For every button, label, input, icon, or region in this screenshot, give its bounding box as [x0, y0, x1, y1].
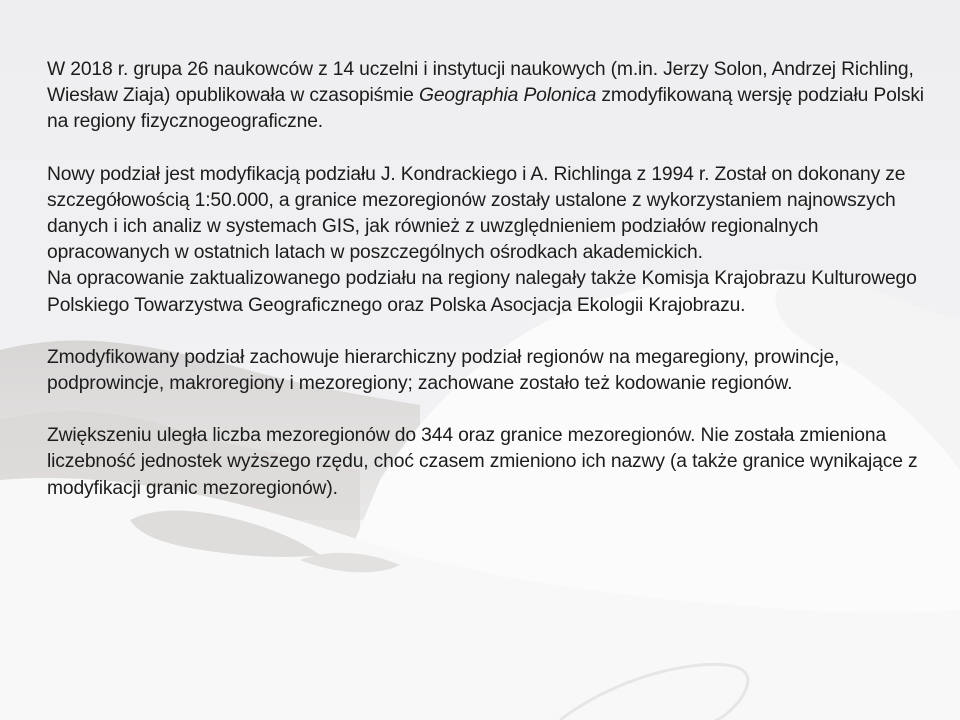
- paragraph-spacer: [47, 319, 927, 345]
- paragraph-spacer: [47, 397, 927, 423]
- paragraph-request: Na opracowanie zaktualizowanego podziału na regiony nalegały także Komisja Krajobrazu Kulturowego Polskiego Towarzystwa Geograficznego oraz Polska Asocjacja Ekologii Krajobrazu.: [47, 268, 917, 316]
- paragraph-new-division: Nowy podział jest modyfikacją podziału J. Kondrackiego i A. Richlinga z 1994 r. Został on dokonany ze szczegółowością 1:50.000, a granice mezoregionów zostały ustalone z wykorzystaniem najnowszych danych i ich analiz w systemach GIS, jak również z uwzględnieniem podziałów regionalnych opracowanych w ostatnich latach w poszczególnych ośrodkach akademickich.: [47, 163, 906, 264]
- paragraph-hierarchy: Zmodyfikowany podział zachowuje hierarchiczny podział regionów na megaregiony, prowincje, podprowincje, makroregiony i mezoregiony; zachowane zostało też kodowanie regionów.: [47, 346, 840, 395]
- paragraph-publication-text-end: zmodyfikowaną wersję podziału Polski na regiony fizycznogeograficzne.: [47, 85, 924, 133]
- paragraph-spacer: [47, 136, 927, 162]
- slide-text: [47, 57, 927, 502]
- journal-name: Geographia Polonica: [418, 85, 597, 107]
- paragraph-mesoregions: Zwiększeniu uległa liczba mezoregionów do 344 oraz granice mezoregionów. Nie została zmieniona liczebność jednostek wyższego rzędu, choć czasem zmieniono ich nazwy (a także granice wynikające z modyfikacji granic mezoregionów).: [47, 425, 918, 499]
- paragraph-publication: [47, 57, 927, 136]
- paragraph-publication-text-start: W 2018 r. grupa 26 naukowców z 14 uczelni i instytucji naukowych (m.in. Jerzy Solon, Andrzej Richling, Wiesław Ziaja) opublikowała w czasopiśmie: [47, 59, 914, 107]
